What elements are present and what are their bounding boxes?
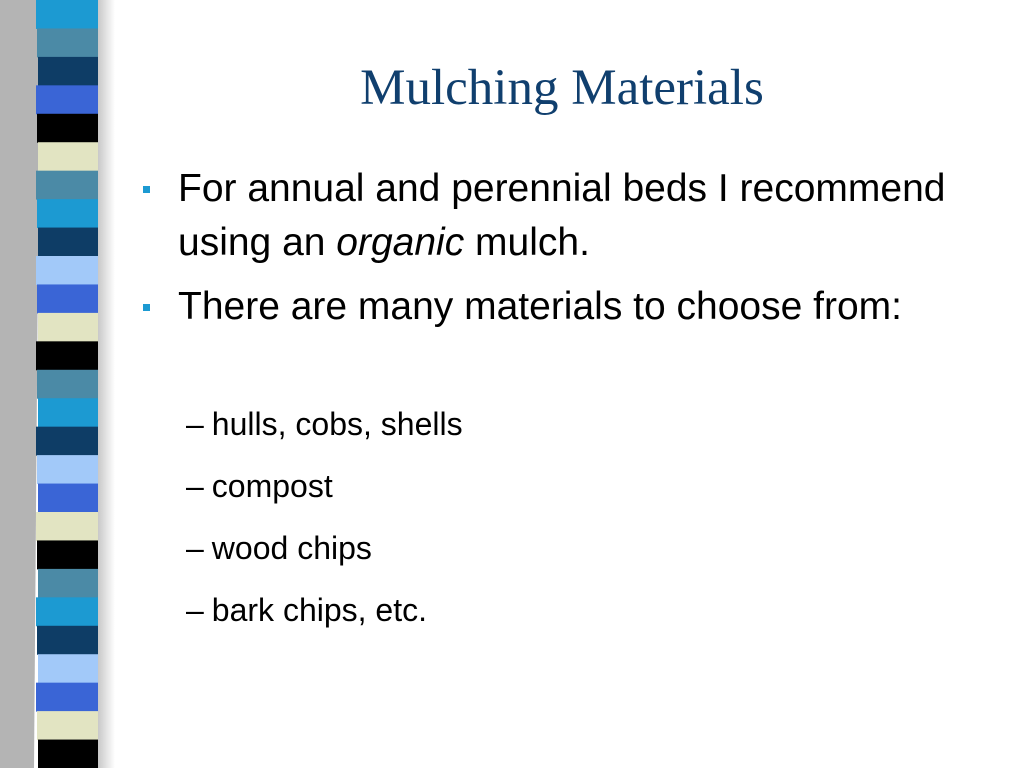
dash-bullet-icon: – — [186, 592, 204, 628]
sub-bullet-item — [186, 592, 986, 629]
stripe-block — [38, 228, 98, 257]
sub-bullet-text: hulls, cobs, shells — [211, 406, 463, 442]
stripe-block — [37, 199, 98, 228]
stripe-block — [37, 455, 98, 484]
sub-bullet-text: bark chips, etc. — [211, 592, 427, 628]
decorative-stripe-band — [0, 0, 115, 768]
stripe-block — [36, 597, 98, 626]
stripe-block — [38, 484, 98, 513]
decorative-stripe-graphic — [0, 0, 115, 768]
stripe-block — [38, 398, 98, 427]
bullet-text-part: mulch. — [464, 221, 590, 264]
stripe-block — [38, 57, 98, 86]
bullet-item-annual-beds — [140, 162, 1000, 270]
stripe-block — [37, 540, 98, 569]
stripe-block — [37, 28, 98, 57]
bullet-list — [140, 162, 1000, 344]
stripe-block — [37, 711, 98, 740]
stripe-block — [38, 740, 98, 768]
stripe-block — [36, 0, 98, 29]
stripe-block — [36, 427, 98, 456]
dash-bullet-icon: – — [186, 530, 204, 566]
bullet-text: There are many materials to choose from: — [178, 285, 902, 328]
dash-bullet-icon: – — [186, 468, 204, 504]
stripe-block — [38, 142, 98, 171]
stripe-block — [36, 256, 98, 285]
slide-title: Mulching Materials — [360, 60, 764, 116]
stripe-block — [37, 370, 98, 399]
sub-bullet-list — [186, 400, 986, 654]
square-bullet-icon — [143, 186, 150, 193]
sub-bullet-item — [186, 530, 986, 567]
stripe-block — [36, 683, 98, 712]
stripe-block — [36, 341, 98, 370]
stripe-block — [37, 114, 98, 143]
bullet-item-materials — [140, 280, 1000, 334]
stripe-block — [38, 569, 98, 598]
sub-bullet-text: compost — [211, 468, 333, 504]
stripe-block — [38, 654, 98, 683]
dash-bullet-icon: – — [186, 406, 204, 442]
bullet-text-part: For annual and perennial beds I recommend using an — [178, 167, 946, 264]
sub-bullet-item — [186, 468, 986, 505]
stripe-block — [37, 626, 98, 655]
square-bullet-icon — [143, 304, 150, 311]
bullet-text-emphasis: organic — [336, 221, 465, 264]
stripe-block — [37, 284, 98, 313]
sub-bullet-item — [186, 406, 986, 443]
stripe-block — [36, 171, 98, 200]
sub-bullet-text: wood chips — [211, 530, 372, 566]
stripe-block — [36, 512, 98, 541]
stripe-block — [38, 313, 98, 342]
stripe-block — [36, 85, 98, 114]
